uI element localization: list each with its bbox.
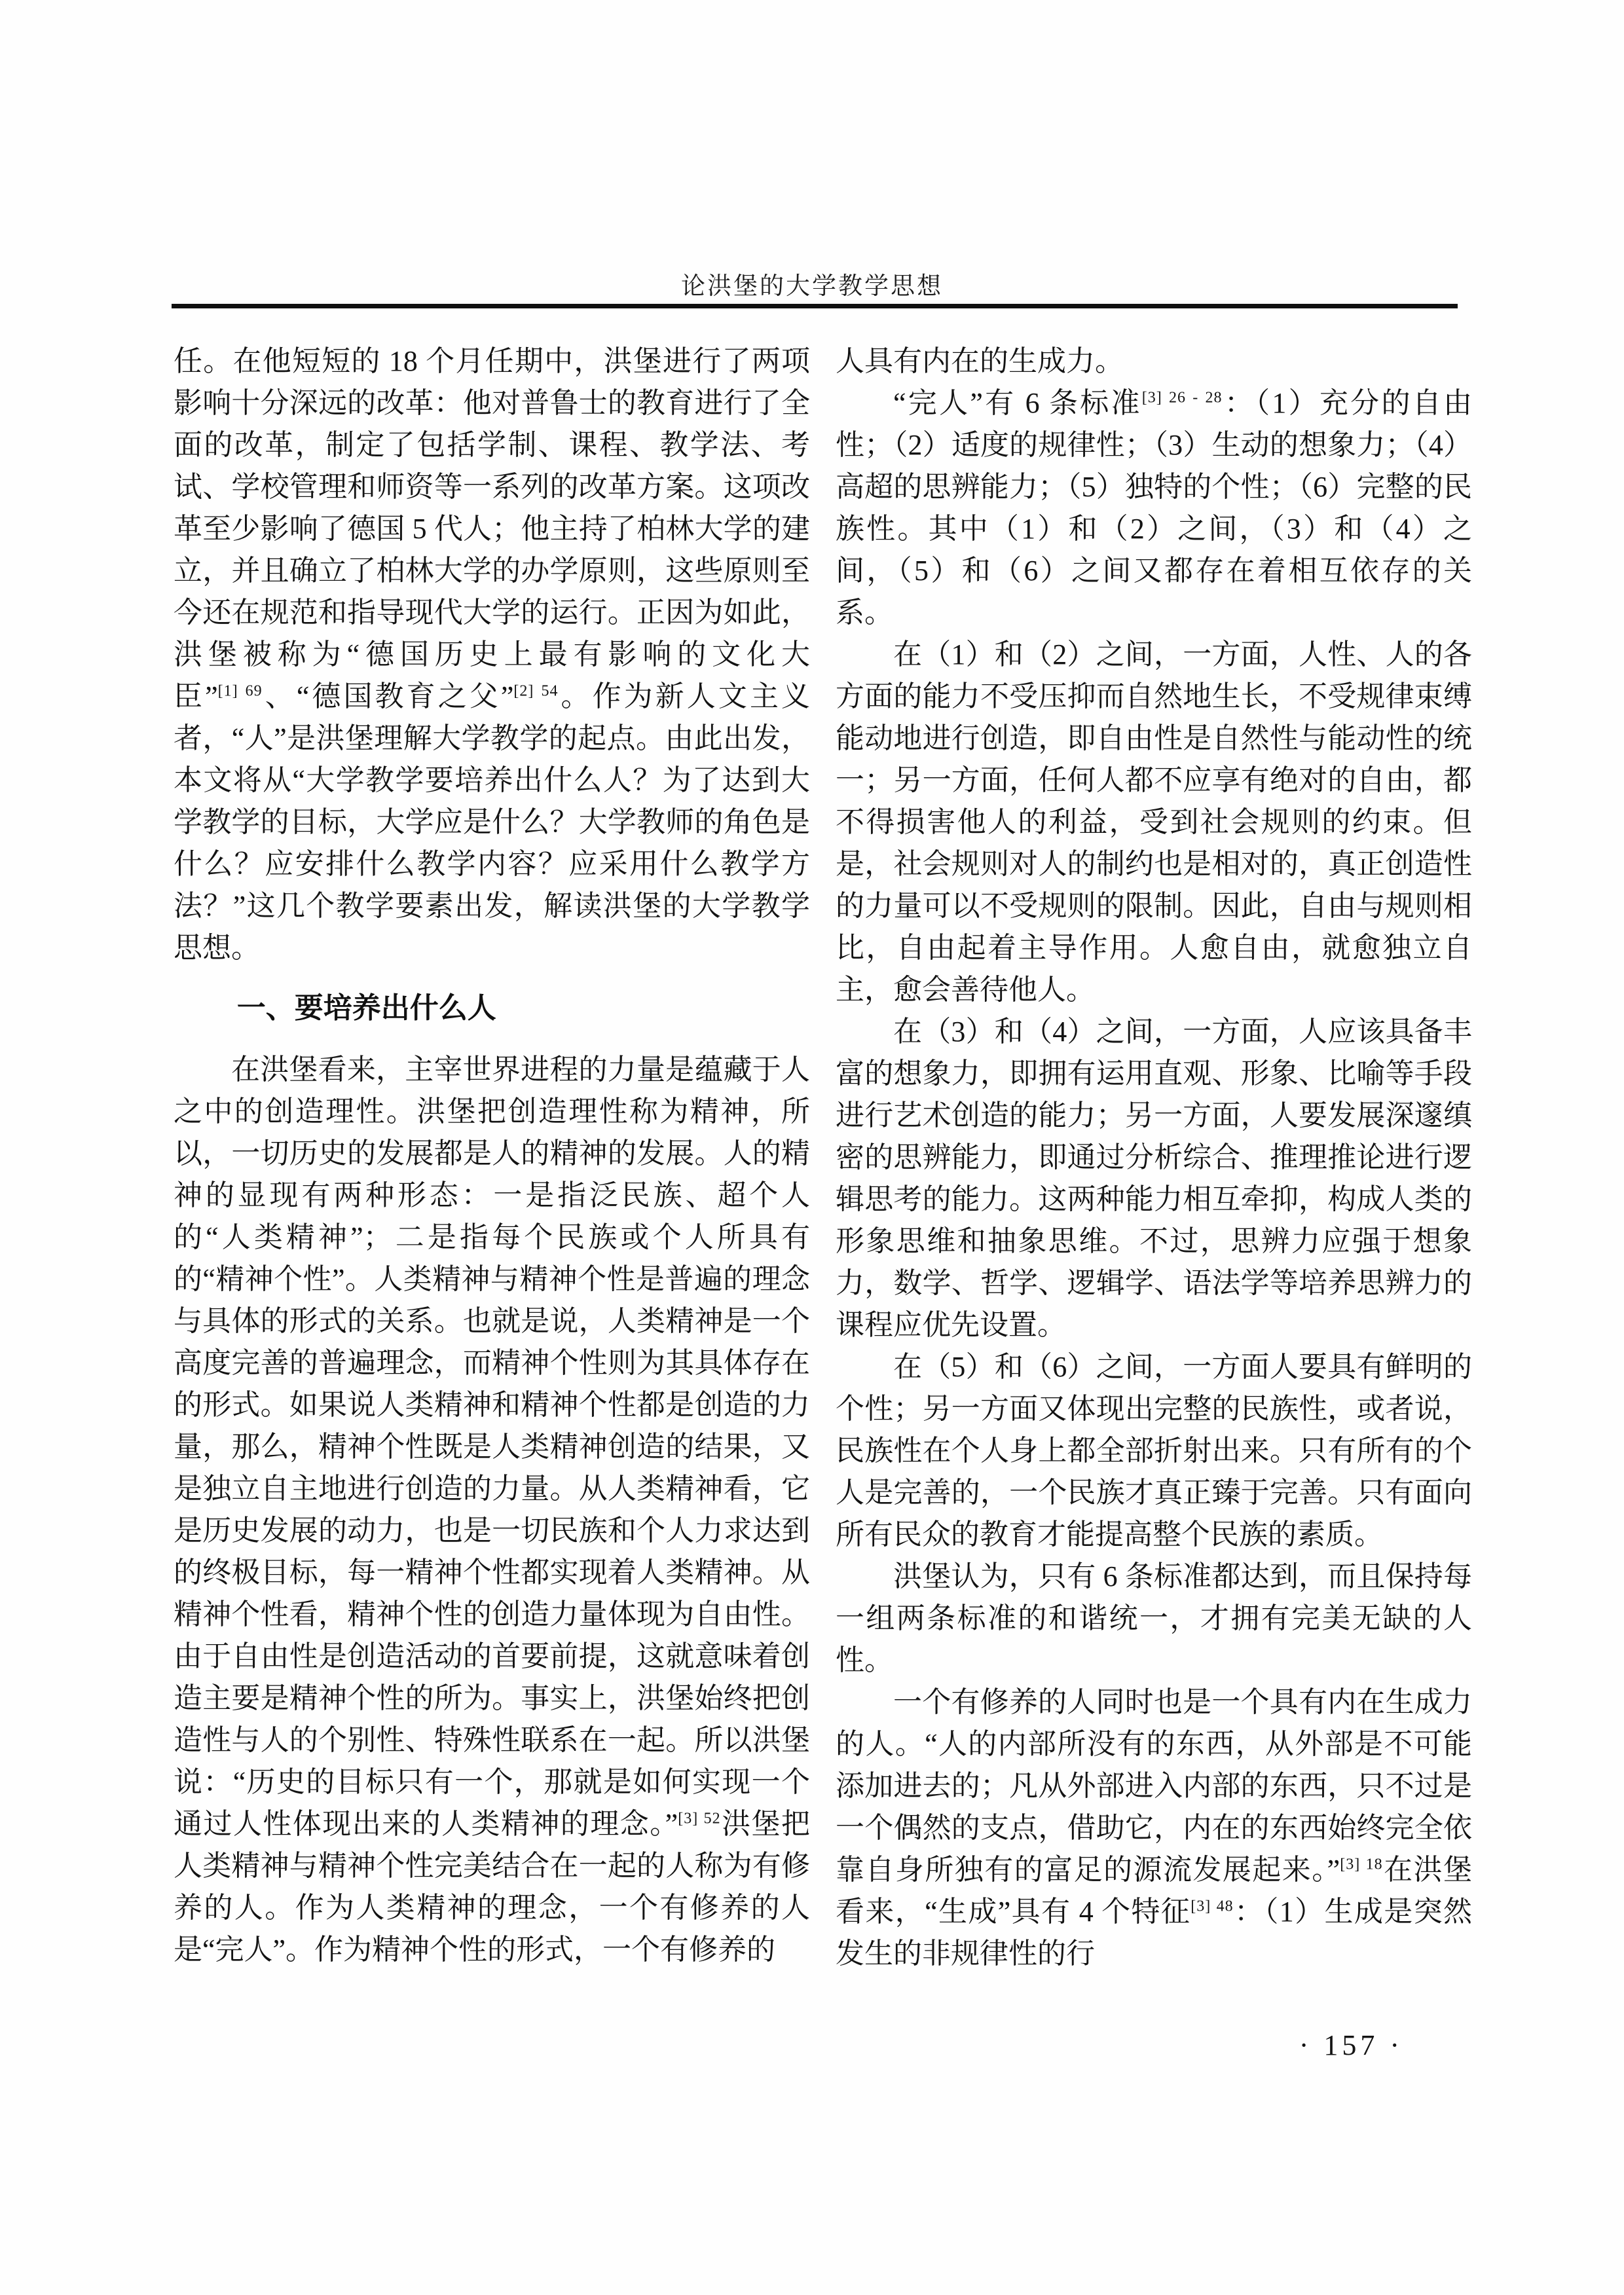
- left-column: [174, 340, 810, 1971]
- paragraph: 洪堡认为，只有 6 条标准都达到，而且保持每一组两条标准的和谐统一，才拥有完美无缺的人性。: [836, 1560, 1472, 1676]
- header-rule: [172, 304, 1458, 308]
- paragraph: 在（1）和（2）之间，一方面，人性、人的各方面的能力不受压抑而自然地生长，不受规律束缚能动地进行创造，即自由性是自然性与能动性的统一；另一方面，任何人都不应享有绝对的自由，都不得损害他人的利益，受到社会规则的约束。但是，社会规则对人的制约也是相对的，真正创造性的力量可以不受规则的限制。因此，自由与规则相比，自由起着主导作用。人愈自由，就愈独立自主，愈会善待他人。: [836, 638, 1472, 1006]
- paragraph: 在洪堡看来，主宰世界进程的力量是蕴藏于人之中的创造理性。洪堡把创造理性称为精神，所以，一切历史的发展都是人的精神的发展。人的精神的显现有两种形态：一是指泛民族、超个人的“人类精神”；二是指每个民族或个人所具有的“精神个性”。人类精神与精神个性是普遍的理念与具体的形式的关系。也就是说，人类精神是一个高度完善的普遍理念，而精神个性则为其具体存在的形式。如果说人类精神和精神个性都是创造的力量，那么，精神个性既是人类精神创造的结果，又是独立自主地进行创造的力量。从人类精神看，它是历史发展的动力，也是一切民族和个人力求达到的终极目标，每一精神个性都实现着人类精神。从精神个性看，精神个性的创造力量体现为自由性。由于自由性是创造活动的首要前提，这就意味着创造主要是精神个性的所为。事实上，洪堡始终把创造性与人的个别性、特殊性联系在一起。所以洪堡说：“历史的目标只有一个，那就是如何实现一个通过人性体现出来的人类精神的理念。”$^{[3] 52}$洪堡把人类精神与精神个性完美结合在一起的人称为有修养的人。作为人类精神的理念，一个有修养的人是“完人”。作为精神个性的形式，一个有修养的: [174, 1054, 811, 1966]
- paragraph: 在（5）和（6）之间，一方面人要具有鲜明的个性；另一方面又体现出完整的民族性，或者说，民族性在个人身上都全部折射出来。只有所有的个人是完善的，一个民族才真正臻于完善。只有面向所有民众的教育才能提高整个民族的素质。: [836, 1351, 1472, 1551]
- citation-ref: [3] 52: [678, 1810, 721, 1827]
- paragraph: 人具有内在的生成力。: [836, 345, 1124, 377]
- section-heading: 一、要培养出什么人: [236, 992, 496, 1024]
- paragraph: 一个有修养的人同时也是一个具有内在生成力的人。“人的内部所没有的东西，从外部是不可能添加进去的；凡从外部进入内部的东西，只不过是一个偶然的支点，借助它，内在的东西始终完全依靠自身所独有的富足的源流发展起来。”$^{[3] 18}$在洪堡看来，“生成”具有 4 个特征$^{[3] 48}$：（1）生成是突然发生的非规律性的行: [836, 1686, 1473, 1970]
- citation-ref: [3] 48: [1190, 1898, 1234, 1915]
- paragraph: “完人”有 6 条标准$^{[3] 26 - 28}$：（1）充分的自由性；（2）适度的规律性；（3）生动的想象力；（4）高超的思辨能力；（5）独特的个性；（6）完整的民族性。其中（1）和（2）之间，（3）和（4）之间，（5）和（6）之间又都存在着相互依存的关系。: [836, 387, 1472, 629]
- right-column: [836, 340, 1472, 1975]
- paragraph: 任。在他短短的 18 个月任期中，洪堡进行了两项影响十分深远的改革：他对普鲁士的教育进行了全面的改革，制定了包括学制、课程、教学法、考试、学校管理和师资等一系列的改革方案。这项改革至少影响了德国 5 代人；他主持了柏林大学的建立，并且确立了柏林大学的办学原则，这些原则至今还在规范和指导现代大学的运行。正因为如此，洪堡被称为“德国历史上最有影响的文化大臣”$^{[1] 69}$、“德国教育之父”$^{[2] 54}$。作为新人文主义者，“人”是洪堡理解大学教学的起点。由此出发，本文将从“大学教学要培养出什么人？为了达到大学教学的目标，大学应是什么？大学教师的角色是什么？应安排什么教学内容？应采用什么教学方法？”这几个教学要素出发，解读洪堡的大学教学思想。: [174, 345, 811, 964]
- running-header-title: 论洪堡的大学教学思想: [681, 273, 943, 300]
- paragraph: 在（3）和（4）之间，一方面，人应该具备丰富的想象力，即拥有运用直观、形象、比喻等手段进行艺术创造的能力；另一方面，人要发展深邃缜密的思辨能力，即通过分析综合、推理推论进行逻辑思考的能力。这两种能力相互牵抑，构成人类的形象思维和抽象思维。不过，思辨力应强于想象力，数学、哲学、逻辑学、语法学等培养思辨力的课程应优先设置。: [836, 1016, 1472, 1341]
- citation-ref: [2] 54: [513, 682, 559, 700]
- citation-ref: [1] 69: [217, 682, 263, 700]
- citation-ref: [3] 18: [1340, 1856, 1383, 1873]
- page-number: · 157 ·: [1299, 2029, 1403, 2061]
- citation-ref: [3] 26 - 28: [1141, 389, 1223, 407]
